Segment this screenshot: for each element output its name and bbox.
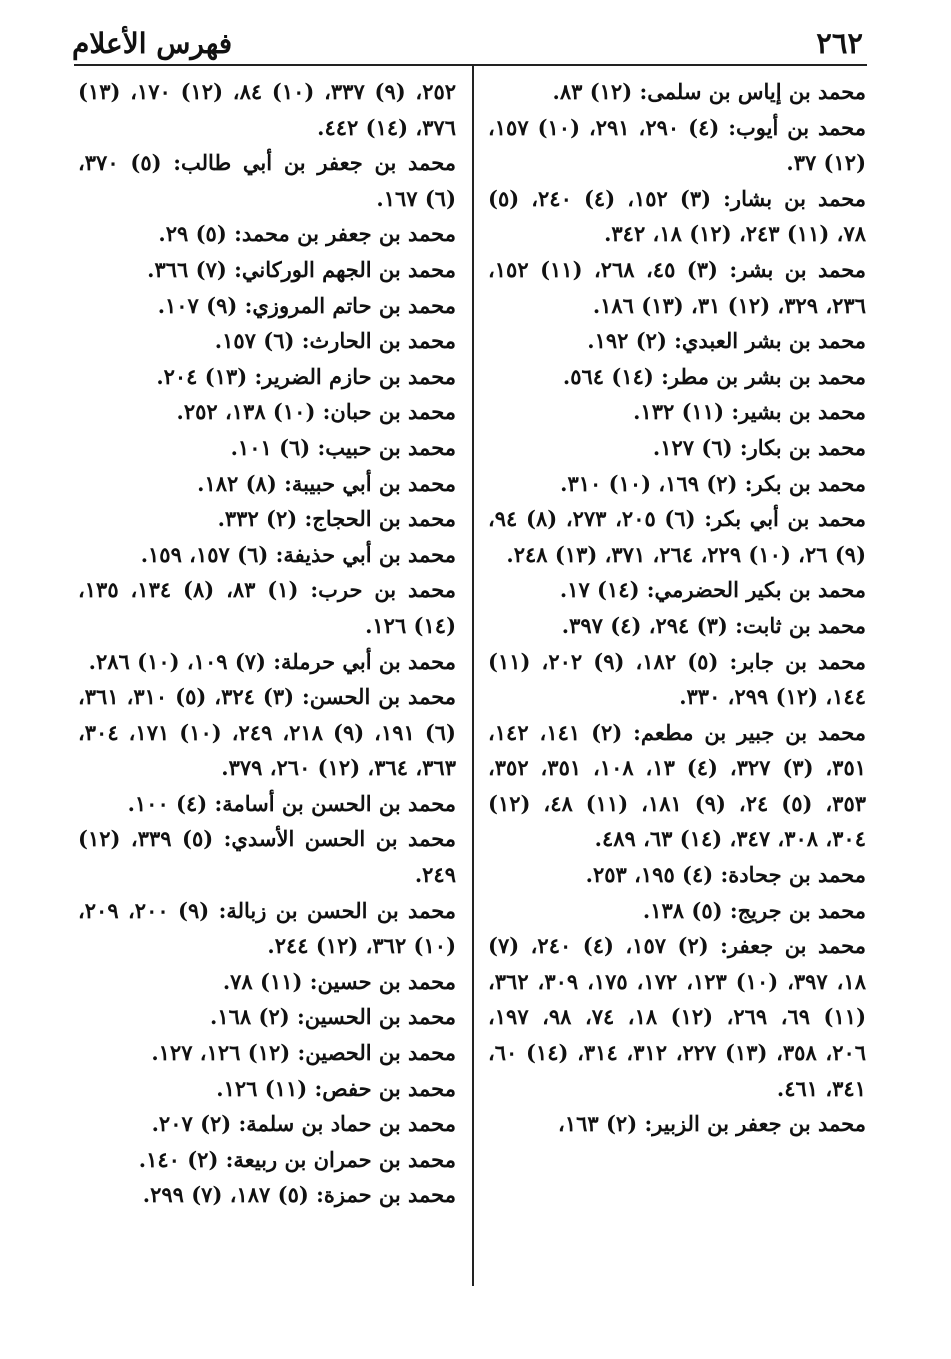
index-entry: محمد بن جعفر بن أبي طالب: (٥) ٣٧٠، (٦) ١٦٧.	[78, 150, 456, 211]
index-entry: محمد بن الحسن: (٣) ٣٢٤، (٥) ٣١٠، ٣٦١، (٦) ١٩١، (٩) ٢١٨، ٢٤٩، (١٠) ١٧١، ٣٠٤، ٣٦٣، ٣٦٤، (١٢) ٢٦٠، ٣٧٩.	[78, 684, 457, 781]
index-entry: محمد بن أبي حرملة: (٧) ١٠٩، (١٠) ٢٨٦.	[88, 648, 456, 674]
index-entry: محمد بن جحادة: (٤) ١٩٥، ٢٥٣.	[585, 862, 866, 888]
index-entry: محمد بن أبي بكر: (٦) ٢٠٥، ٢٧٣، (٨) ٩٤، (٩) ٢٦، (١٠) ٢٢٩، ٢٦٤، ٣٧١، (١٣) ٢٤٨.	[488, 506, 867, 567]
index-entry: محمد بن حبان: (١٠) ١٣٨، ٢٥٢.	[176, 399, 456, 425]
index-entry: محمد بن جابر: (٥) ١٨٢، (٩) ٢٠٢، (١١) ١٤٤، (١٢) ٢٩٩، ٣٣٠.	[488, 648, 867, 710]
index-entry: محمد بن الحجاج: (٢) ٣٣٢.	[217, 506, 456, 532]
index-entry: محمد بن حماد بن سلمة: (٢) ٢٠٧.	[151, 1111, 456, 1137]
running-title: فهرس الأعلام	[72, 27, 233, 60]
index-entry: محمد بن حازم الضرير: (١٣) ٢٠٤.	[156, 363, 456, 389]
index-entry: محمد بن بشار: (٣) ١٥٢، (٤) ٢٤٠، (٥) ٧٨، (١١) ٢٤٣، (١٢) ١٨، ٣٤٢.	[488, 185, 867, 247]
right-column	[488, 74, 866, 1142]
index-entry: محمد بن جعفر: (٢) ١٥٧، (٤) ٢٤٠، (٧) ١٨، ٣٩٧، (١٠) ١٢٣، ١٧٢، ١٧٥، ٣٠٩، ٣٦٢، (١١) ٦٩، ٢٦٩، (١٢) ١٨، ٧٤، ٩٨، ١٩٧، ٢٠٦، ٣٥٨، (١٣) ٢٢٧، ٣١٢، ٣١٤، (١٤) ٦٠، ٣٤١، ٤٦١.	[488, 933, 867, 1101]
index-entry: ٢٥٢، (٩) ٣٣٧، (١٠) ٨٤، (١٢) ١٧٠، (١٣) ٣٧٦، (١٤) ٤٤٢.	[78, 79, 457, 140]
page-header	[72, 16, 863, 60]
index-entry: محمد بن حبيب: (٦) ١٠١.	[230, 434, 456, 460]
index-entry: محمد بن بشر: (٣) ٤٥، ٢٦٨، (١١) ١٥٢، ٢٣٦، ٣٢٩، (١٢) ٣١، (١٣) ١٨٦.	[488, 256, 867, 318]
index-entry: محمد بن حمران بن ربيعة: (٢) ١٤٠.	[138, 1146, 456, 1172]
index-entry: محمد بن جعفر بن الزبير: (٢) ١٦٣،	[558, 1111, 866, 1137]
index-entry: محمد بن بشير: (١١) ١٣٢.	[633, 399, 866, 425]
index-entry: محمد بن الحسن بن أسامة: (٤) ١٠٠.	[127, 790, 456, 816]
index-entry: محمد بن أيوب: (٤) ٢٩٠، ٢٩١، (١٠) ١٥٧، (١٢) ٣٧.	[488, 114, 866, 176]
index-entry: محمد بن بكير الحضرمي: (١٤) ١٧.	[559, 577, 866, 603]
index-entry: محمد بن حفص: (١١) ١٢٦.	[216, 1075, 456, 1101]
index-entry: محمد بن أبي حبيبة: (٨) ١٨٢.	[197, 470, 456, 496]
index-entry: محمد بن الحصين: (١٢) ١٢٦، ١٢٧.	[151, 1040, 456, 1066]
index-entry: محمد بن بشر بن مطر: (١٤) ٥٦٤.	[562, 363, 866, 389]
index-entry: محمد بن الحارث: (٦) ١٥٧.	[214, 328, 456, 354]
column-divider	[472, 66, 474, 1286]
page-number: ٢٦٢	[816, 26, 863, 60]
index-entry: محمد بن الحسين: (٢) ١٦٨.	[210, 1004, 456, 1030]
index-entry: محمد بن أبي حذيفة: (٦) ١٥٧، ١٥٩.	[140, 541, 456, 567]
index-entry: محمد بن حسين: (١١) ٧٨.	[222, 968, 456, 994]
index-entry: محمد بن الحسن بن زبالة: (٩) ٢٠٠، ٢٠٩، (١٠) ٣٦٢، (١٢) ٢٤٤.	[78, 897, 457, 959]
index-entry: محمد بن بكر: (٢) ١٦٩، (١٠) ٣١٠.	[560, 470, 866, 496]
index-entry: محمد بن جبير بن مطعم: (٢) ١٤١، ١٤٢، ٣٥١، (٣) ٣٢٧، (٤) ١٣، ١٠٨، ٣٥١، ٣٥٢، ٣٥٣، (٥) ٢٤، (٩) ١٨١، (١١) ٤٨، (١٢) ٣٠٤، ٣٠٨، ٣٤٧، (١٤) ٦٣، ٤٨٩.	[488, 719, 867, 852]
index-entry: محمد بن حاتم المروزي: (٩) ١٠٧.	[157, 292, 456, 318]
index-entry: محمد بن بكار: (٦) ١٢٧.	[652, 434, 866, 460]
index-entry: محمد بن بشر العبدي: (٢) ١٩٢.	[587, 328, 866, 354]
index-entry: محمد بن جريج: (٥) ١٣٨.	[642, 897, 866, 923]
index-entry: محمد بن جعفر بن محمد: (٥) ٢٩.	[158, 221, 456, 247]
index-entry: محمد بن ثابت: (٣) ٢٩٤، (٤) ٣٩٧.	[561, 612, 866, 638]
index-entry: محمد بن حرب: (١) ٨٣، (٨) ١٣٤، ١٣٥، (١٤) ١٢٦.	[78, 577, 457, 638]
header-rule	[74, 64, 867, 66]
left-column	[78, 74, 456, 1213]
index-entry: محمد بن الجهم الوركاني: (٧) ٣٦٦.	[147, 256, 456, 282]
index-entry: محمد بن إياس بن سلمى: (١٢) ٨٣.	[552, 79, 866, 104]
index-entry: محمد بن الحسن الأسدي: (٥) ٣٣٩، (١٢) ٢٤٩.	[78, 826, 457, 888]
index-entry: محمد بن حمزة: (٥) ١٨٧، (٧) ٢٩٩.	[142, 1182, 456, 1208]
